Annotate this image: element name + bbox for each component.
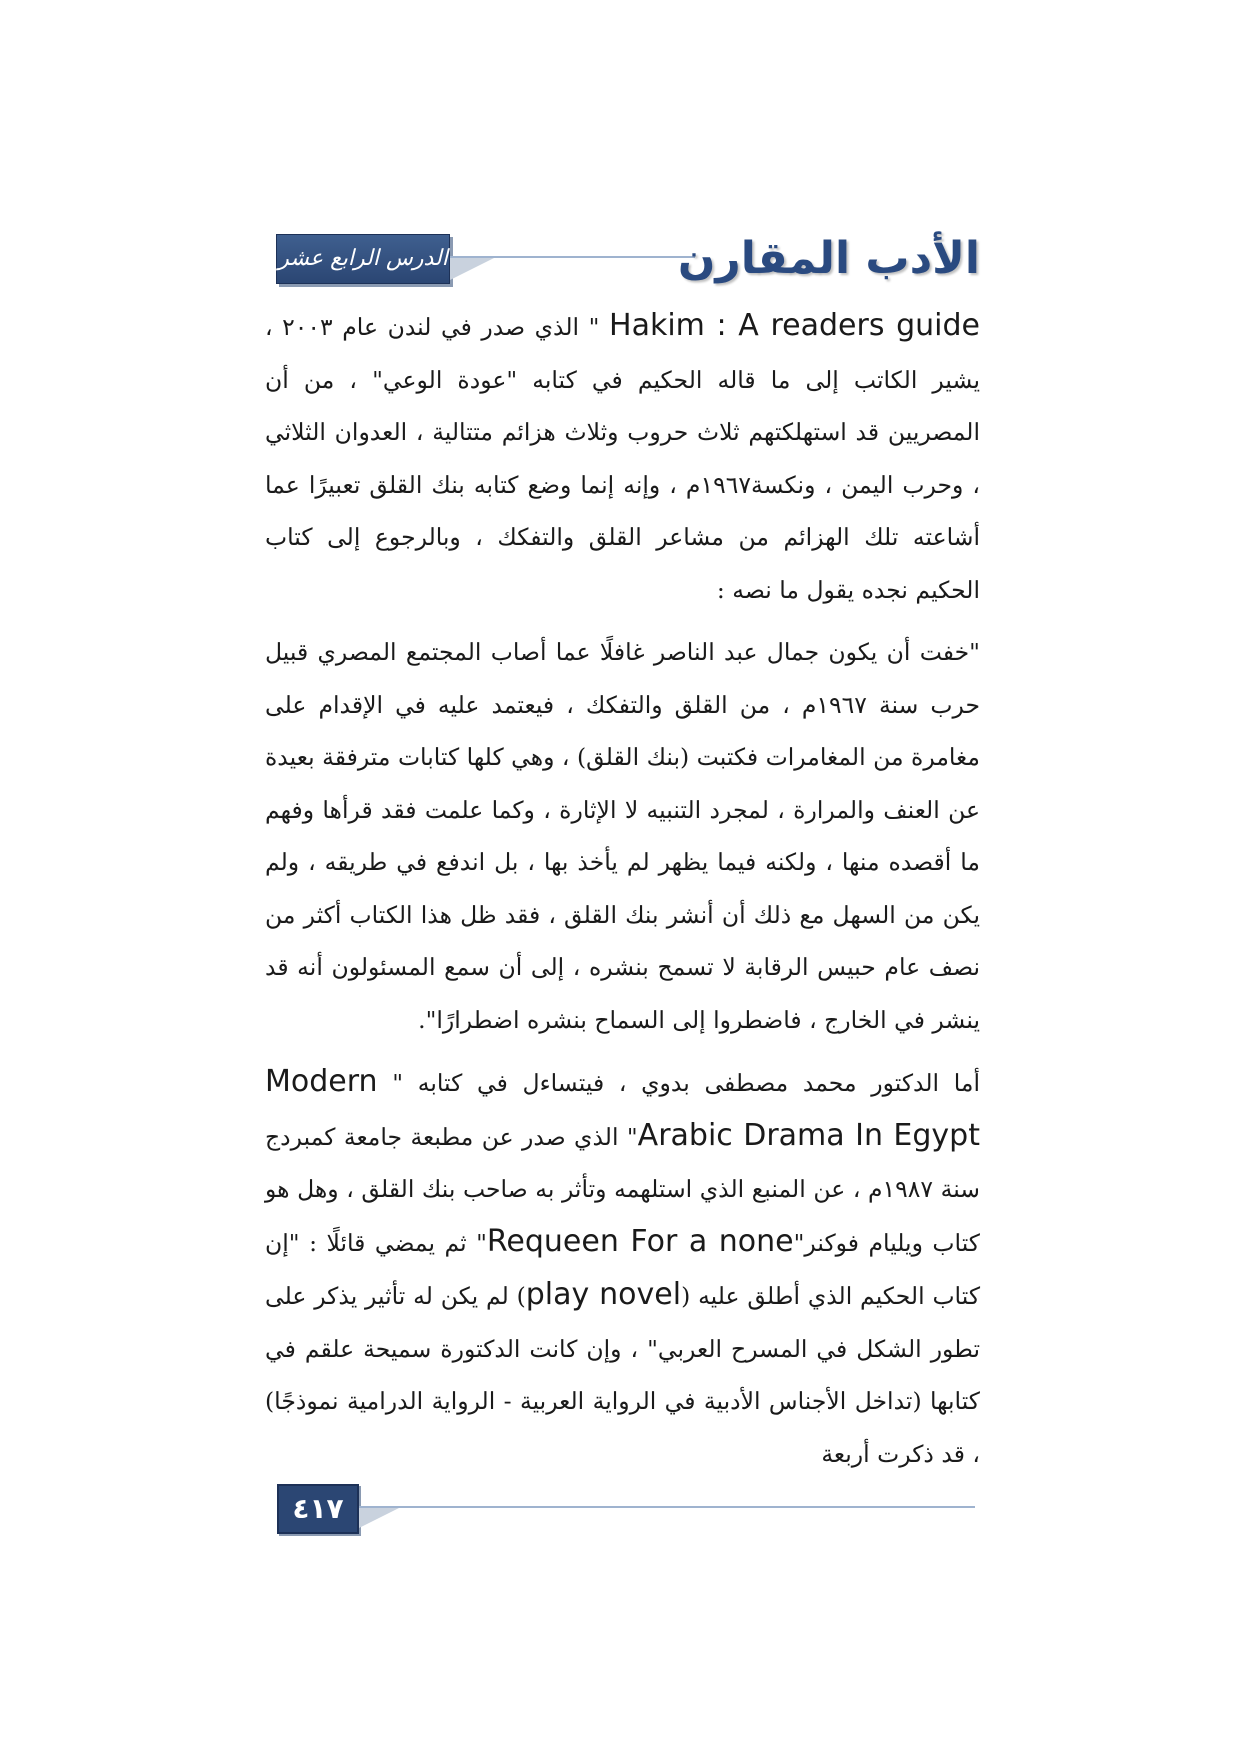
latin-text: Modern Arabic Drama In Egypt: [265, 1064, 980, 1153]
paragraph-3: [265, 1056, 980, 1480]
book-title: الأدب المقارن: [677, 233, 980, 284]
latin-text: play novel: [525, 1277, 682, 1312]
page-footer: [275, 1482, 980, 1538]
header-wedge: [450, 258, 494, 280]
paragraph-2: [265, 626, 980, 1046]
arabic-text: " ثم يمضي قائلًا : "إن كتاب الحكيم الذي أطلق عليه (: [265, 1228, 981, 1310]
body-text: [265, 300, 980, 1480]
arabic-text: "خفت أن يكون جمال عبد الناصر غافلًا عما أصاب المجتمع المصري قبيل حرب سنة ١٩٦٧م ، من القلق والتفكك ، فيعتمد عليه في الإقدام على مغامرة من المغامرات فكتبت (بنك القلق) ، وهي كلها كتابات مترفقة بعيدة عن العنف والمرارة ، لمجرد التنبيه لا الإثارة ، وكما علمت فقد قرأها وفهم ما أقصده منها ، ولكنه فيما يظهر لم يأخذ بها ، بل اندفع في طريقه ، ولم يكن من السهل مع ذلك أن أنشر بنك القلق ، فقد ظل هذا الكتاب أكثر من نصف عام حبيس الرقابة لا تسمح بنشره ، إلى أن سمع المسئولون أنه قد ينشر في الخارج ، فاضطروا إلى السماح بنشره اضطرارًا".: [265, 638, 981, 1034]
arabic-text: " الذي صدر في لندن عام ٢٠٠٣ ، يشير الكاتب إلى ما قاله الحكيم في كتابه "عودة الوعي" ، من أن المصريين قد استهلكتهم ثلاث حروب وثلاث هزائم متتالية ، العدوان الثلاثي ، وحرب اليمن ، ونكسة١٩٦٧م ، وإنه إنما وضع كتابه بنك القلق تعبيرًا عما أشاعته تلك الهزائم من مشاعر القلق والتفكك ، وبالرجوع إلى كتاب الحكيم نجده يقول ما نصه :: [265, 313, 980, 604]
arabic-text: أما الدكتور محمد مصطفى بدوي ، فيتساءل في كتابه ": [377, 1069, 980, 1097]
latin-text: Requeen For a none: [486, 1223, 794, 1259]
page-header: [270, 228, 980, 290]
paragraph-1: [265, 300, 980, 616]
footer-wedge: [359, 1508, 399, 1528]
footer-rule: [359, 1506, 975, 1508]
lesson-badge: الدرس الرابع عشر: [276, 234, 450, 284]
latin-text: Hakim : A readers guide: [609, 308, 980, 343]
page-number: ٤١٧: [277, 1484, 359, 1534]
arabic-text: " الذي صدر عن مطبعة جامعة كمبردج سنة ١٩٨٧م ، عن المنبع الذي استلهمه وتأثر به صاحب بنك القلق ، وهل هو كتاب ويليام فوكنر": [265, 1122, 980, 1257]
arabic-text: ) لم يكن له تأثير يذكر على تطور الشكل في المسرح العربي" ، وإن كانت الدكتورة سميحة علقم في كتابها (تداخل الأجناس الأدبية في الرواية العربية - الرواية الدرامية نموذجًا) ، قد ذكرت أربعة: [265, 1282, 980, 1468]
